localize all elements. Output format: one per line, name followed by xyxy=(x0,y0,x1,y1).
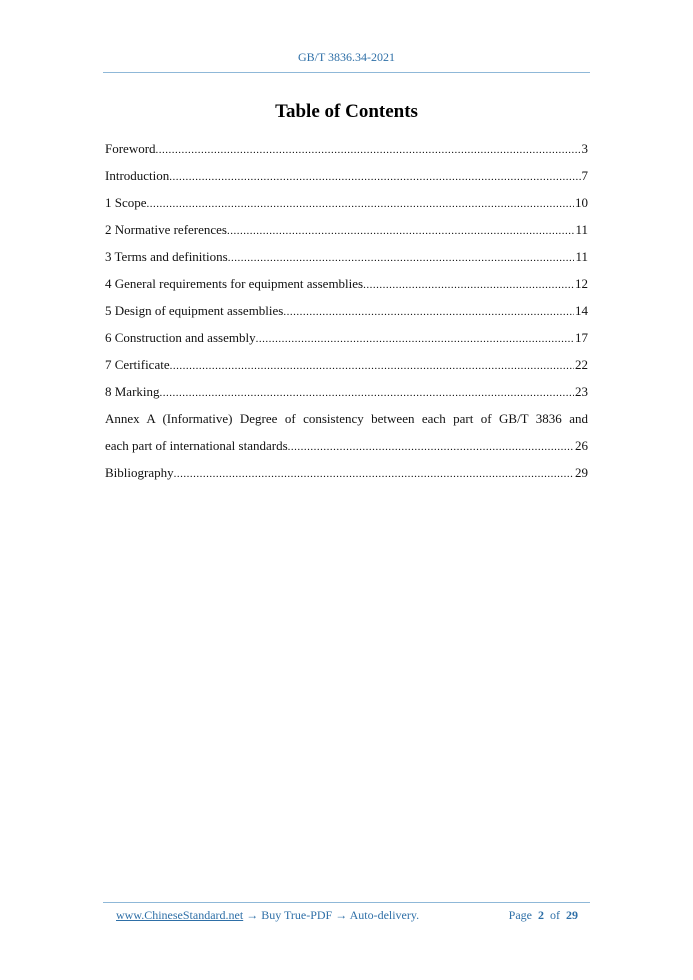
toc-leader-dots xyxy=(174,461,574,488)
toc-entry-label: 3 Terms and definitions xyxy=(105,249,228,264)
toc-entry-label: each part of international standards xyxy=(105,438,288,453)
toc-leader-dots xyxy=(283,299,574,326)
toc-entry-label: 5 Design of equipment assemblies xyxy=(105,303,284,318)
toc-entry-annex-a-continued[interactable] xyxy=(105,432,588,459)
toc-leader-dots xyxy=(363,272,574,299)
page-footer xyxy=(116,908,578,923)
toc-entry-label: Annex A (Informative) Degree of consistency between each part of GB/T 3836 and xyxy=(105,411,588,426)
toc-leader-dots xyxy=(156,137,581,164)
page-header: GB/T 3836.34-2021 xyxy=(297,50,396,64)
toc-entry-general-requirements[interactable] xyxy=(105,270,588,297)
toc-entry-page: 26 xyxy=(575,438,588,453)
toc-entry-marking[interactable] xyxy=(105,378,588,405)
toc-entry-construction[interactable] xyxy=(105,324,588,351)
toc-title: Table of Contents xyxy=(275,101,418,122)
toc-entry-page: 3 xyxy=(581,141,588,156)
toc-entry-page: 17 xyxy=(575,330,588,345)
toc-entry-terms-definitions[interactable] xyxy=(105,243,588,270)
toc-leader-dots xyxy=(256,326,574,353)
toc-entry-page: 11 xyxy=(575,222,588,237)
footer-promo xyxy=(116,908,419,923)
table-of-contents xyxy=(105,135,588,486)
page-current: 2 xyxy=(538,908,544,922)
page-word: Page xyxy=(508,908,532,922)
toc-leader-dots xyxy=(228,245,575,272)
header-divider xyxy=(103,72,590,73)
page-total: 29 xyxy=(566,908,578,922)
footer-divider xyxy=(103,902,590,903)
toc-leader-dots xyxy=(147,191,574,218)
site-link[interactable]: www.ChineseStandard.net xyxy=(116,908,244,922)
toc-entry-label: 2 Normative references xyxy=(105,222,227,237)
toc-leader-dots xyxy=(169,164,580,191)
toc-entry-scope[interactable] xyxy=(105,189,588,216)
toc-entry-label: Introduction xyxy=(105,168,170,183)
page-of: of xyxy=(550,908,560,922)
toc-entry-label: 8 Marking xyxy=(105,384,160,399)
toc-entry-introduction[interactable] xyxy=(105,162,588,189)
toc-entry-label: 6 Construction and assembly xyxy=(105,330,256,345)
page-indicator xyxy=(509,908,578,923)
toc-leader-dots xyxy=(160,380,574,407)
toc-entry-label: Foreword xyxy=(105,141,156,156)
toc-entry-page: 23 xyxy=(575,384,588,399)
promo-text: → Buy True-PDF → Auto-delivery. xyxy=(243,908,420,922)
toc-entry-page: 10 xyxy=(575,195,588,210)
toc-entry-page: 11 xyxy=(575,249,588,264)
toc-entry-label: 1 Scope xyxy=(105,195,147,210)
toc-entry-page: 22 xyxy=(575,357,588,372)
toc-entry-label: 7 Certificate xyxy=(105,357,170,372)
toc-entry-label: Bibliography xyxy=(105,465,174,480)
toc-entry-certificate[interactable] xyxy=(105,351,588,378)
toc-entry-design[interactable] xyxy=(105,297,588,324)
toc-entry-label: 4 General requirements for equipment assemblies xyxy=(105,276,364,291)
toc-entry-page: 12 xyxy=(575,276,588,291)
toc-entry-annex-a[interactable] xyxy=(105,405,588,432)
toc-entry-foreword[interactable] xyxy=(105,135,588,162)
toc-leader-dots xyxy=(288,434,574,461)
toc-leader-dots xyxy=(170,353,574,380)
toc-entry-page: 29 xyxy=(575,465,588,480)
toc-entry-bibliography[interactable] xyxy=(105,459,588,486)
toc-entry-page: 7 xyxy=(581,168,588,183)
toc-entry-page: 14 xyxy=(575,303,588,318)
toc-entry-normative-references[interactable] xyxy=(105,216,588,243)
toc-leader-dots xyxy=(227,218,574,245)
